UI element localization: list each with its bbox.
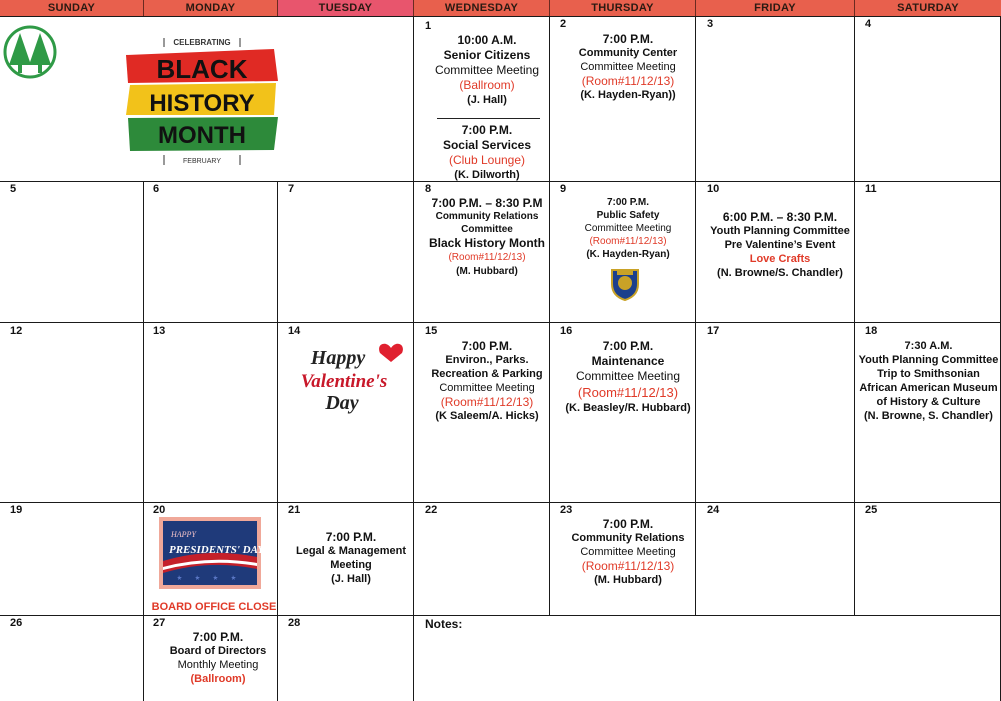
grid-line <box>143 181 144 701</box>
event-community-center <box>550 32 706 102</box>
event-room: (Ballroom) <box>459 78 515 92</box>
event-subtitle: Committee Meeting <box>580 61 676 73</box>
valentine-line3: Day <box>325 392 359 414</box>
event-title: Maintenance <box>591 354 665 368</box>
date-5: 5 <box>10 183 17 195</box>
event-time: 7:00 P.M. <box>461 123 513 137</box>
bhm-line1: BLACK <box>156 54 248 84</box>
bhm-top-text: CELEBRATING <box>173 38 231 47</box>
date-17: 17 <box>707 325 720 337</box>
event-title-line2: Committee <box>461 224 513 235</box>
event-host: (J. Hall) <box>467 94 507 106</box>
event-host: (K. Dilworth) <box>454 169 520 181</box>
event-subtitle: Committee Meeting <box>439 382 535 394</box>
event-time: 6:00 P.M. – 8:30 P.M. <box>722 210 838 224</box>
event-room: (Room#11/12/13) <box>581 559 675 573</box>
event-separator <box>437 118 540 119</box>
date-8: 8 <box>425 183 432 195</box>
date-25: 25 <box>865 504 878 516</box>
grid-line <box>277 181 278 701</box>
event-room: (Room#11/12/13) <box>577 385 679 400</box>
date-3: 3 <box>707 18 714 30</box>
day-header-tuesday: TUESDAY <box>278 0 414 16</box>
valentine-line1: Happy <box>310 347 366 369</box>
event-public-safety <box>550 196 706 261</box>
event-title: Senior Citizens <box>443 48 531 62</box>
presidents-day-graphic <box>159 517 261 589</box>
event-subtitle: Committee Meeting <box>434 63 540 77</box>
event-time: 7:00 P.M. <box>192 630 244 644</box>
event-title: Community Relations <box>571 532 685 544</box>
event-title-line3: Black History Month <box>428 236 545 250</box>
event-title: Board of Directors <box>169 645 267 657</box>
event-room: (Ballroom) <box>190 673 246 685</box>
date-4: 4 <box>865 18 872 30</box>
event-time: 7:00 P.M. <box>325 530 377 544</box>
date-9: 9 <box>560 183 567 195</box>
event-title-line1: Youth Planning Committee <box>710 225 850 237</box>
day-header-wednesday: WEDNESDAY <box>414 0 550 16</box>
grid-line <box>0 502 1001 503</box>
bhm-line2: HISTORY <box>149 90 255 117</box>
date-16: 16 <box>560 325 573 337</box>
event-title-line2: Trip to Smithsonian <box>877 368 980 380</box>
event-social-services <box>414 122 560 183</box>
board-office-closed: BOARD OFFICE CLOSE <box>151 601 277 613</box>
event-time: 10:00 A.M. <box>457 33 517 47</box>
event-time: 7:00 P.M. <box>602 517 654 531</box>
notes-label: Notes: <box>425 617 463 631</box>
event-room: (Room#11/12/13) <box>589 236 667 247</box>
event-legal-management <box>278 530 424 586</box>
event-senior-citizens <box>414 32 560 108</box>
grid-line <box>0 16 1001 17</box>
valentine-line2: Valentine's <box>300 371 388 392</box>
event-community-relations-bhm <box>414 196 560 279</box>
event-subtitle: Monthly Meeting <box>177 659 259 671</box>
happy-valentines-graphic <box>288 340 408 416</box>
event-title-line2: Recreation & Parking <box>431 368 543 380</box>
event-title-line1: Youth Planning Committee <box>858 354 999 366</box>
event-title-line1: Legal & Management <box>295 545 407 557</box>
event-title-line4: of History & Culture <box>876 396 981 408</box>
day-header-sunday: SUNDAY <box>0 0 144 16</box>
event-host: (K Saleem/A. Hicks) <box>435 410 539 422</box>
event-title-line3: African American Museum <box>859 382 998 394</box>
event-room: (Room#11/12/13) <box>448 252 526 263</box>
tree-logo-icon <box>3 25 58 80</box>
event-host: (K. Hayden-Ryan)) <box>580 89 676 101</box>
event-host: (M. Hubbard) <box>456 266 518 277</box>
event-room: (Room#11/12/13) <box>581 74 675 88</box>
black-history-month-graphic <box>124 33 280 168</box>
grid-line <box>0 615 1001 616</box>
event-title: Public Safety <box>596 210 660 221</box>
event-time: 7:00 P.M. <box>602 32 654 46</box>
event-host: (N. Browne/S. Chandler) <box>717 267 843 279</box>
event-subtitle: Committee Meeting <box>584 223 672 234</box>
event-host: (J. Hall) <box>331 573 371 585</box>
event-host: (K. Beasley/R. Hubbard) <box>565 402 691 414</box>
event-title: Community Center <box>578 47 678 59</box>
date-6: 6 <box>153 183 160 195</box>
day-header-saturday: SATURDAY <box>855 0 1001 16</box>
date-22: 22 <box>425 504 438 516</box>
date-10: 10 <box>707 183 720 195</box>
date-27: 27 <box>153 617 166 629</box>
date-15: 15 <box>425 325 438 337</box>
event-activity: Love Crafts <box>749 253 811 265</box>
event-time: 7:00 P.M. <box>461 339 513 353</box>
date-2: 2 <box>560 18 567 30</box>
event-subtitle: Committee Meeting <box>580 546 676 558</box>
event-time: 7:00 P.M. <box>602 339 654 353</box>
event-room: (Room#11/12/13) <box>440 395 534 409</box>
event-time: 7:30 A.M. <box>904 340 953 352</box>
date-24: 24 <box>707 504 720 516</box>
event-title: Social Services <box>442 138 532 152</box>
event-room: (Club Lounge) <box>448 153 526 167</box>
date-23: 23 <box>560 504 573 516</box>
event-maintenance <box>550 339 706 416</box>
date-12: 12 <box>10 325 23 337</box>
event-youth-planning-valentine <box>696 210 864 280</box>
event-host: (K. Hayden-Ryan) <box>586 249 670 260</box>
event-title-line1: Community Relations <box>435 211 539 222</box>
event-board-of-directors <box>150 630 286 686</box>
date-14: 14 <box>288 325 301 337</box>
day-header-monday: MONDAY <box>144 0 278 16</box>
date-11: 11 <box>865 183 877 195</box>
date-19: 19 <box>10 504 23 516</box>
event-title-line2: Meeting <box>330 559 372 571</box>
date-26: 26 <box>10 617 23 629</box>
event-smithsonian-trip <box>856 339 1001 423</box>
event-host: (N. Browne, S. Chandler) <box>864 410 993 422</box>
bhm-bottom-text: FEBRUARY <box>183 158 221 165</box>
event-subtitle: Committee Meeting <box>575 369 681 383</box>
date-1: 1 <box>425 20 432 32</box>
event-community-relations <box>550 517 706 587</box>
notes-area[interactable] <box>414 632 1000 701</box>
bhm-line3: MONTH <box>158 122 246 149</box>
event-environ-parks <box>414 339 560 423</box>
grid-line <box>854 16 855 615</box>
date-28: 28 <box>288 617 301 629</box>
police-badge-icon <box>608 266 642 302</box>
presidents-line2: PRESIDENTS' DAY <box>169 544 261 556</box>
event-title-line2: Pre Valentine’s Event <box>724 239 836 251</box>
event-time: 7:00 P.M. <box>606 197 650 208</box>
event-title-line1: Environ., Parks. <box>445 354 529 366</box>
grid-line <box>0 322 1001 323</box>
event-time: 7:00 P.M. – 8:30 P.M <box>431 196 543 210</box>
date-13: 13 <box>153 325 166 337</box>
date-18: 18 <box>865 325 878 337</box>
date-20: 20 <box>153 504 166 516</box>
presidents-line1: HAPPY <box>171 530 196 539</box>
day-header-friday: FRIDAY <box>696 0 855 16</box>
date-21: 21 <box>288 504 301 516</box>
event-host: (M. Hubbard) <box>594 574 662 586</box>
date-7: 7 <box>288 183 295 195</box>
day-header-thursday: THURSDAY <box>550 0 696 16</box>
